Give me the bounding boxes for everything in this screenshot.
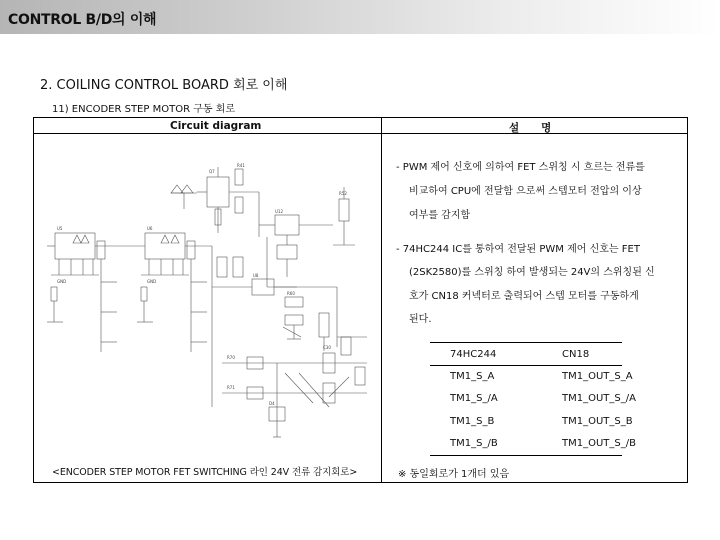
svg-text:R70: R70 <box>227 355 235 360</box>
svg-text:GND: GND <box>57 279 67 284</box>
pin-table-cell: TM1_OUT_S_A <box>562 371 633 383</box>
svg-text:U12: U12 <box>275 209 284 214</box>
frame-header-divider <box>33 133 688 134</box>
table-row <box>430 388 672 410</box>
diagram-caption: <ENCODER STEP MOTOR FET SWITCHING 라인 24V 전류 감지회로> <box>52 467 358 478</box>
svg-text:C30: C30 <box>323 345 331 350</box>
svg-text:R60: R60 <box>287 291 295 296</box>
title-banner <box>0 0 720 34</box>
pin-table-cell: TM1_S_/A <box>450 393 498 405</box>
circuit-diagram-header: Circuit diagram <box>170 120 262 132</box>
description-line-3: 여부를 감지함 <box>409 210 471 221</box>
description-line-2: 비교하여 CPU에 전달함 으로써 스텝모터 전압의 이상 <box>409 186 642 197</box>
svg-text:Q7: Q7 <box>209 169 215 174</box>
circuit-diagram <box>37 137 377 455</box>
frame-column-divider <box>381 117 382 483</box>
pin-table-cell: TM1_S_/B <box>450 438 498 450</box>
note-text: ※ 동일회로가 1개더 있음 <box>398 469 510 480</box>
description-line-1: - PWM 제어 신호에 의하여 FET 스위칭 시 흐르는 전류를 <box>396 162 645 173</box>
table-row <box>430 433 672 455</box>
svg-text:R41: R41 <box>237 163 245 168</box>
pin-table-header-cn18: CN18 <box>562 348 590 360</box>
svg-text:D4: D4 <box>269 401 275 406</box>
sub-title: 11) ENCODER STEP MOTOR 구동 회로 <box>52 104 236 115</box>
table-row <box>430 365 672 387</box>
banner-title: CONTROL B/D의 이해 <box>8 12 157 28</box>
pin-table-bottom-rule <box>430 455 622 456</box>
description-header: 설명 <box>509 122 574 134</box>
pin-table-cell: TM1_OUT_S_/B <box>562 438 636 450</box>
svg-text:GND: GND <box>147 279 157 284</box>
description-line-6: 호가 CN18 커넥터로 출력되어 스텝 모터를 구동하게 <box>409 291 639 302</box>
pin-mapping-table <box>430 343 672 455</box>
pin-table-cell: TM1_S_A <box>450 371 495 383</box>
table-row <box>430 410 672 432</box>
svg-text:R71: R71 <box>227 385 235 390</box>
pin-table-cell: TM1_OUT_S_/A <box>562 393 636 405</box>
pin-table-cell: TM1_OUT_S_B <box>562 415 633 427</box>
pin-table-header-74hc244: 74HC244 <box>450 348 497 360</box>
svg-text:R52: R52 <box>339 191 347 196</box>
svg-text:U5: U5 <box>57 226 63 231</box>
svg-text:U6: U6 <box>147 226 153 231</box>
description-line-7: 된다. <box>409 314 432 325</box>
section-title: 2. COILING CONTROL BOARD 회로 이해 <box>40 78 288 93</box>
description-line-4: - 74HC244 IC를 통하여 전달된 PWM 제어 신호는 FET <box>396 244 640 255</box>
svg-text:U8: U8 <box>253 273 259 278</box>
pin-table-cell: TM1_S_B <box>450 415 495 427</box>
description-line-5: (2SK2580)를 스위칭 하여 발생되는 24V의 스위칭된 신 <box>409 267 655 278</box>
pin-table-header-row <box>430 343 672 365</box>
